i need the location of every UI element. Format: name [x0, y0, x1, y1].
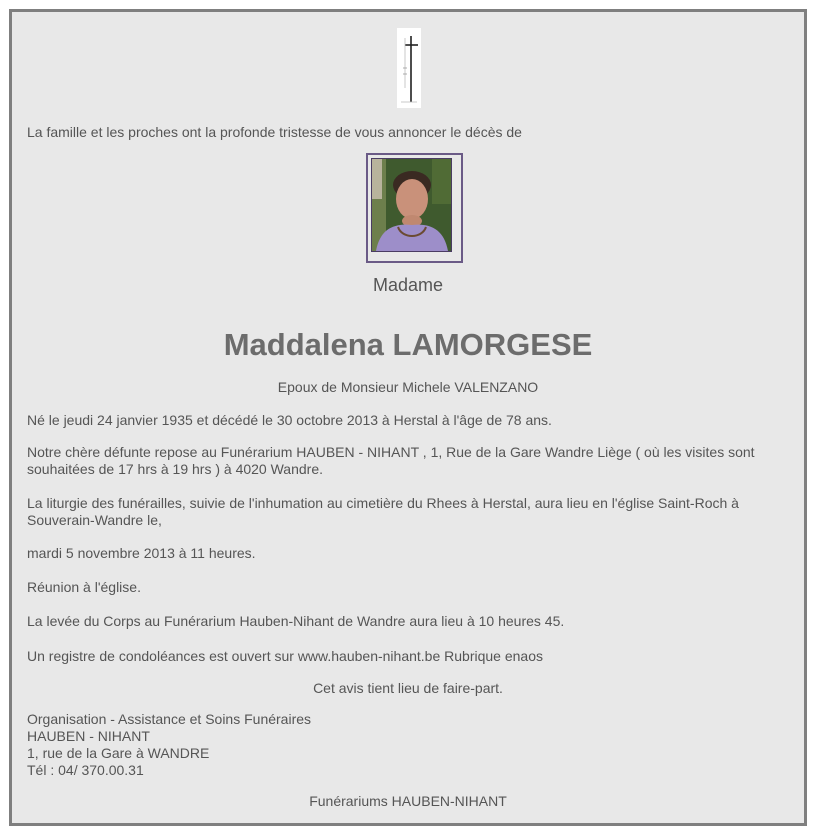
obituary-card	[9, 9, 807, 826]
liturgy-text-line2: Souverain-Wandre le,	[27, 512, 162, 528]
deceased-name: Maddalena LAMORGESE	[223, 327, 593, 362]
repose-text-line1: Notre chère défunte repose au Funérarium HAUBEN - NIHANT , 1, Rue de la Gare Wandre Liège ( où les visites sont	[27, 444, 755, 460]
deceased-title: Madame	[372, 275, 444, 295]
footer-signature: Funérariums HAUBEN-NIHANT	[309, 793, 507, 809]
organisation-phone: Tél : 04/ 370.00.31	[27, 762, 144, 778]
register-text: Un registre de condoléances est ouvert sur www.hauben-nihant.be Rubrique enaos	[27, 648, 543, 664]
organisation-line: Organisation - Assistance et Soins Funéraires	[27, 711, 312, 727]
cross-icon	[397, 28, 421, 108]
meeting-text: Réunion à l'église.	[27, 579, 141, 595]
levee-text: La levée du Corps au Funérarium Hauben-Nihant de Wandre aura lieu à 10 heures 45.	[27, 613, 565, 629]
spouse-text: Epoux de Monsieur Michele VALENZANO	[277, 379, 539, 395]
organisation-address: 1, rue de la Gare à WANDRE	[27, 745, 210, 761]
repose-text-line2: souhaitées de 17 hrs à 19 hrs ) à 4020 Wandre.	[27, 461, 323, 477]
organisation-name: HAUBEN - NIHANT	[27, 728, 150, 744]
portrait-photo-frame	[366, 153, 463, 263]
intro-text: La famille et les proches ont la profonde tristesse de vous annoncer le décès de	[27, 124, 522, 140]
organisation-block	[27, 711, 311, 779]
notice-text: Cet avis tient lieu de faire-part.	[313, 680, 503, 696]
liturgy-text-line1: La liturgie des funérailles, suivie de l'inhumation au cimetière du Rhees à Herstal, aura lieu en l'église Saint-Roch à	[27, 495, 739, 511]
portrait-photo	[371, 158, 452, 252]
birth-death-text: Né le jeudi 24 janvier 1935 et décédé le 30 octobre 2013 à Herstal à l'âge de 78 ans.	[27, 412, 552, 428]
funeral-date: mardi 5 novembre 2013 à 11 heures.	[27, 545, 256, 561]
